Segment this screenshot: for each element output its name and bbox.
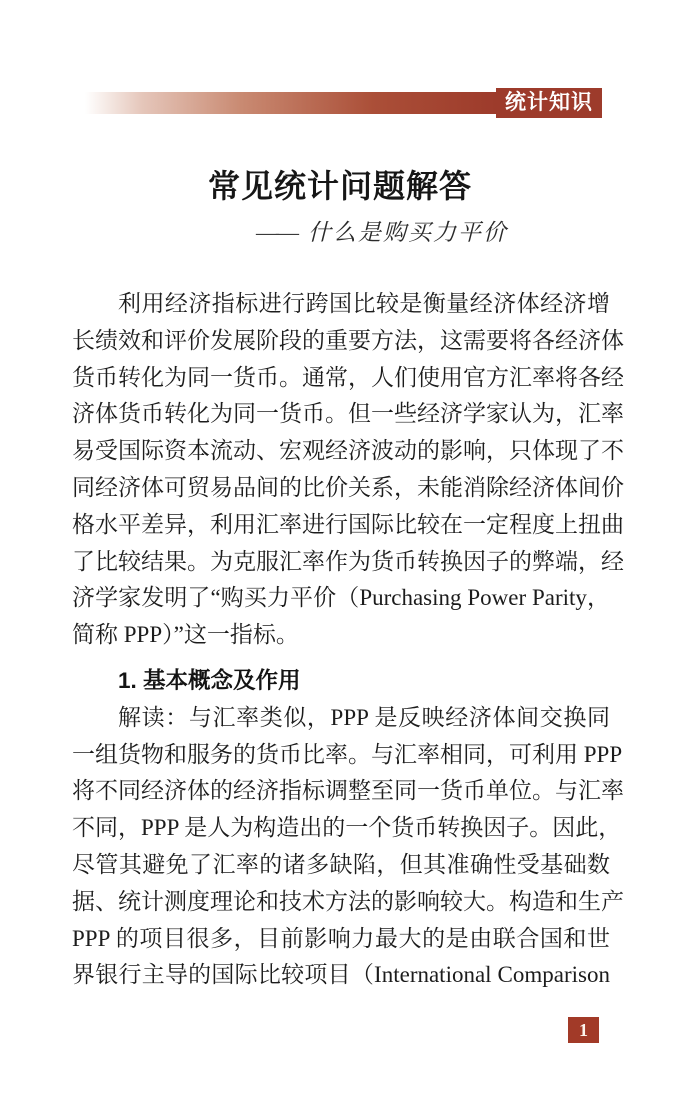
paragraph-2 [72, 700, 624, 994]
text-line: 一组货物和服务的货币比率。与汇率相同，可利用 PPP [72, 741, 623, 767]
header-gradient-bar [85, 92, 496, 114]
text-line: 济学家发明了“购买力平价（Purchasing Power Parity， [72, 585, 610, 611]
paragraph-1 [72, 286, 624, 654]
text-line: 同经济体可贸易品间的比价关系，未能消除经济体间价 [72, 474, 624, 500]
page-subtitle [42, 214, 680, 247]
text-line: 解读：与汇率类似，PPP 是反映经济体间交换同 [118, 704, 610, 730]
text-line: 尽管其避免了汇率的诸多缺陷，但其准确性受基础数 [72, 851, 610, 877]
subtitle-text: 什么是购买力平价 [308, 220, 508, 245]
text-line: 了比较结果。为克服汇率作为货币转换因子的弊端，经 [72, 548, 624, 574]
em-dash: —— [256, 220, 296, 245]
text-line: 不同，PPP 是人为构造出的一个货币转换因子。因此， [72, 815, 622, 841]
text-line: 据、统计测度理论和技术方法的影响较大。构造和生产 [72, 888, 624, 914]
text-line: 格水平差异，利用汇率进行国际比较在一定程度上扭曲 [72, 511, 624, 537]
text-line: 简称 PPP）”这一指标。 [72, 622, 299, 648]
text-line: 利用经济指标进行跨国比较是衡量经济体经济增 [118, 291, 610, 316]
section-heading: 1. 基本概念及作用 [118, 667, 301, 693]
text-line: 济体货币转化为同一货币。但一些经济学家认为，汇率 [72, 401, 624, 427]
text-line: 货币转化为同一货币。通常，人们使用官方汇率将各经 [72, 364, 624, 390]
text-line: 易受国际资本流动、宏观经济波动的影响，只体现了不 [72, 438, 624, 464]
text-line: 长绩效和评价发展阶段的重要方法，这需要将各经济体 [72, 327, 624, 353]
page-number-badge: 1 [568, 1017, 599, 1043]
section-tag: 统计知识 [496, 88, 602, 118]
text-line: PPP 的项目很多，目前影响力最大的是由联合国和世 [72, 925, 610, 951]
text-line: 界银行主导的国际比较项目（International Comparison [72, 962, 610, 988]
body-text [72, 286, 624, 994]
page-title: 常见统计问题解答 [207, 168, 472, 204]
text-line: 将不同经济体的经济指标调整至同一货币单位。与汇率 [72, 778, 624, 804]
